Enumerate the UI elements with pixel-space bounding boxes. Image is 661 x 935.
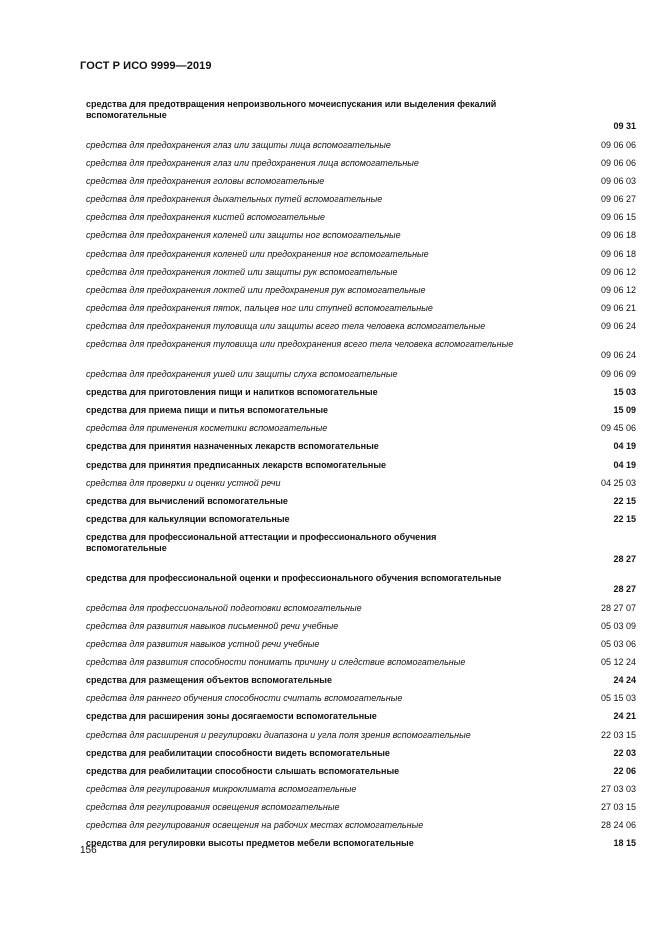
index-entry-code: 09 06 21 bbox=[600, 302, 636, 313]
index-entry bbox=[86, 212, 636, 223]
index-entry-term: средства для калькуляции вспомогательные bbox=[86, 513, 290, 524]
index-entry bbox=[86, 748, 636, 759]
index-entry-code: 24 21 bbox=[613, 711, 636, 722]
index-entry bbox=[86, 176, 636, 187]
index-entry-term: средства для предохранения туловища или защиты всего тела человека вспомогательные bbox=[86, 320, 486, 331]
index-entry-term: средства для развития навыков устной речи учебные bbox=[86, 639, 320, 650]
index-entry bbox=[86, 603, 636, 614]
index-entry-list bbox=[86, 99, 636, 856]
index-entry-term: средства для реабилитации способности видеть вспомогательные bbox=[86, 747, 390, 758]
index-entry-term: средства для профессиональной оценки и профессионального обучения вспомогательные bbox=[86, 572, 502, 583]
index-entry bbox=[86, 369, 636, 380]
index-entry bbox=[86, 766, 636, 777]
index-entry bbox=[86, 423, 636, 434]
index-entry-term: средства для реабилитации способности слышать вспомогательные bbox=[86, 765, 400, 776]
index-entry-code: 09 06 24 bbox=[600, 350, 636, 361]
index-entry-term: средства для принятия назначенных лекарств вспомогательные bbox=[86, 441, 379, 452]
index-entry-code: 05 03 06 bbox=[600, 639, 636, 650]
index-entry-code: 09 06 12 bbox=[600, 284, 636, 295]
index-entry-code: 05 15 03 bbox=[600, 693, 636, 704]
index-entry-term: средства для применения косметики вспомогательные bbox=[86, 423, 328, 434]
index-entry-term: средства для приготовления пищи и напитков вспомогательные bbox=[86, 387, 378, 398]
index-entry bbox=[86, 99, 636, 132]
index-entry bbox=[86, 675, 636, 686]
index-entry-term: средства для размещения объектов вспомогательные bbox=[86, 675, 333, 686]
index-entry bbox=[86, 838, 636, 849]
index-entry bbox=[86, 639, 636, 650]
index-entry-code: 18 15 bbox=[613, 838, 636, 849]
index-entry bbox=[86, 158, 636, 169]
index-entry-term: средства для предохранения локтей или предохранения рук вспомогательные bbox=[86, 284, 426, 295]
index-entry bbox=[86, 230, 636, 241]
index-entry-term: средства для регулирования освещения на рабочих местах вспомогательные bbox=[86, 820, 424, 830]
index-entry-term: средства для предохранения пяток, пальцев ног или ступней вспомогательные bbox=[86, 302, 433, 313]
index-entry-term: средства для предохранения глаз или предохранения лица вспомогательные bbox=[86, 158, 419, 169]
index-entry-code: 27 03 15 bbox=[600, 801, 636, 812]
index-entry-term: средства для предохранения головы вспомогательные bbox=[86, 176, 325, 187]
index-entry-code: 27 03 03 bbox=[600, 783, 636, 794]
index-entry-code: 09 45 06 bbox=[600, 423, 636, 434]
index-entry-code: 22 06 bbox=[613, 765, 636, 776]
index-entry-term: средства для предохранения коленей или предохранения ног вспомогательные bbox=[86, 248, 429, 259]
index-entry-term: средства для вычислений вспомогательные bbox=[86, 495, 288, 506]
index-entry bbox=[86, 621, 636, 632]
index-entry-term: средства для развития способности понимать причину и следствие вспомогательные bbox=[86, 657, 466, 668]
index-entry bbox=[86, 194, 636, 205]
index-entry-code: 09 06 15 bbox=[600, 212, 636, 223]
index-entry-term: средства для предотвращения непроизвольного мочеиспускания или выделения фекалий вспомогательные bbox=[86, 99, 497, 120]
index-entry bbox=[86, 339, 636, 361]
index-entry-code: 04 19 bbox=[613, 459, 636, 470]
index-entry-term: средства для профессиональной подготовки вспомогательные bbox=[86, 602, 362, 613]
index-entry-term: средства для регулировки высоты предметов мебели вспомогательные bbox=[86, 838, 414, 849]
index-entry-code: 28 27 bbox=[613, 583, 636, 594]
page-number: 156 bbox=[80, 845, 97, 856]
index-entry-term: средства для предохранения ушей или защиты слуха вспомогательные bbox=[86, 369, 398, 380]
index-entry-code: 15 09 bbox=[613, 405, 636, 416]
index-entry-term: средства для регулирования освещения вспомогательные bbox=[86, 801, 340, 812]
index-entry bbox=[86, 711, 636, 722]
index-entry-code: 04 25 03 bbox=[600, 477, 636, 488]
index-entry bbox=[86, 405, 636, 416]
index-entry bbox=[86, 140, 636, 151]
index-entry-term: средства для предохранения дыхательных путей вспомогательные bbox=[86, 194, 383, 205]
index-entry-code: 05 12 24 bbox=[600, 657, 636, 668]
index-entry-code: 09 06 06 bbox=[600, 140, 636, 150]
index-entry-term: средства для предохранения локтей или защиты рук вспомогательные bbox=[86, 266, 398, 277]
index-entry bbox=[86, 303, 636, 314]
index-entry bbox=[86, 460, 636, 471]
index-entry bbox=[86, 267, 636, 278]
index-entry-term: средства для расширения зоны досягаемости вспомогательные bbox=[86, 711, 377, 722]
index-entry-code: 05 03 09 bbox=[600, 620, 636, 631]
index-entry-code: 28 27 07 bbox=[600, 602, 636, 613]
index-entry-code: 09 06 24 bbox=[600, 320, 636, 331]
index-entry bbox=[86, 478, 636, 489]
index-entry-term: средства для предохранения кистей вспомогательные bbox=[86, 212, 325, 223]
index-entry-code: 28 24 06 bbox=[600, 820, 636, 830]
index-entry-code: 15 03 bbox=[613, 387, 636, 398]
index-entry bbox=[86, 441, 636, 452]
index-entry bbox=[86, 820, 636, 831]
index-entry bbox=[86, 802, 636, 813]
index-entry-code: 09 06 06 bbox=[600, 158, 636, 169]
index-entry bbox=[86, 285, 636, 296]
index-entry-code: 24 24 bbox=[613, 675, 636, 686]
index-entry bbox=[86, 387, 636, 398]
index-entry bbox=[86, 249, 636, 260]
index-entry-term: средства для профессиональной аттестации и профессионального обучения вспомогательные bbox=[86, 531, 437, 553]
index-entry-code: 09 06 12 bbox=[600, 266, 636, 277]
index-entry bbox=[86, 730, 636, 741]
index-entry-code: 22 03 bbox=[613, 747, 636, 758]
document-header: ГОСТ Р ИСО 9999—2019 bbox=[80, 60, 212, 72]
index-entry-code: 22 15 bbox=[613, 495, 636, 506]
index-entry-term: средства для приема пищи и питья вспомогательные bbox=[86, 405, 329, 416]
index-entry-code: 09 06 18 bbox=[600, 230, 636, 241]
index-entry-term: средства для предохранения туловища или предохранения всего тела человека вспомогательные bbox=[86, 339, 514, 350]
index-entry-code: 04 19 bbox=[613, 441, 636, 452]
index-entry-code: 09 06 18 bbox=[600, 248, 636, 259]
index-entry-term: средства для принятия предписанных лекарств вспомогательные bbox=[86, 459, 387, 470]
index-entry bbox=[86, 657, 636, 668]
index-entry bbox=[86, 693, 636, 704]
index-entry-code: 09 06 27 bbox=[600, 194, 636, 205]
index-entry-term: средства для предохранения коленей или защиты ног вспомогательные bbox=[86, 230, 401, 241]
index-entry bbox=[86, 514, 636, 525]
index-entry-code: 09 31 bbox=[613, 121, 636, 131]
index-entry-term: средства для раннего обучения способности считать вспомогательные bbox=[86, 693, 403, 704]
index-entry-term: средства для предохранения глаз или защиты лица вспомогательные bbox=[86, 140, 391, 150]
index-entry-term: средства для развития навыков письменной речи учебные bbox=[86, 620, 339, 631]
index-entry-code: 09 06 09 bbox=[600, 369, 636, 380]
index-entry-code: 09 06 03 bbox=[600, 176, 636, 187]
index-entry bbox=[86, 573, 636, 595]
index-entry-term: средства для расширения и регулировки диапазона и угла поля зрения вспомогательные bbox=[86, 729, 471, 740]
index-entry bbox=[86, 321, 636, 332]
index-entry-term: средства для проверки и оценки устной речи bbox=[86, 477, 281, 488]
index-entry-code: 22 15 bbox=[613, 513, 636, 524]
index-entry-term: средства для регулирования микроклимата вспомогательные bbox=[86, 783, 357, 794]
index-entry bbox=[86, 532, 636, 565]
index-entry bbox=[86, 784, 636, 795]
index-entry-code: 22 03 15 bbox=[600, 729, 636, 740]
index-entry bbox=[86, 496, 636, 507]
index-entry-code: 28 27 bbox=[613, 553, 636, 564]
